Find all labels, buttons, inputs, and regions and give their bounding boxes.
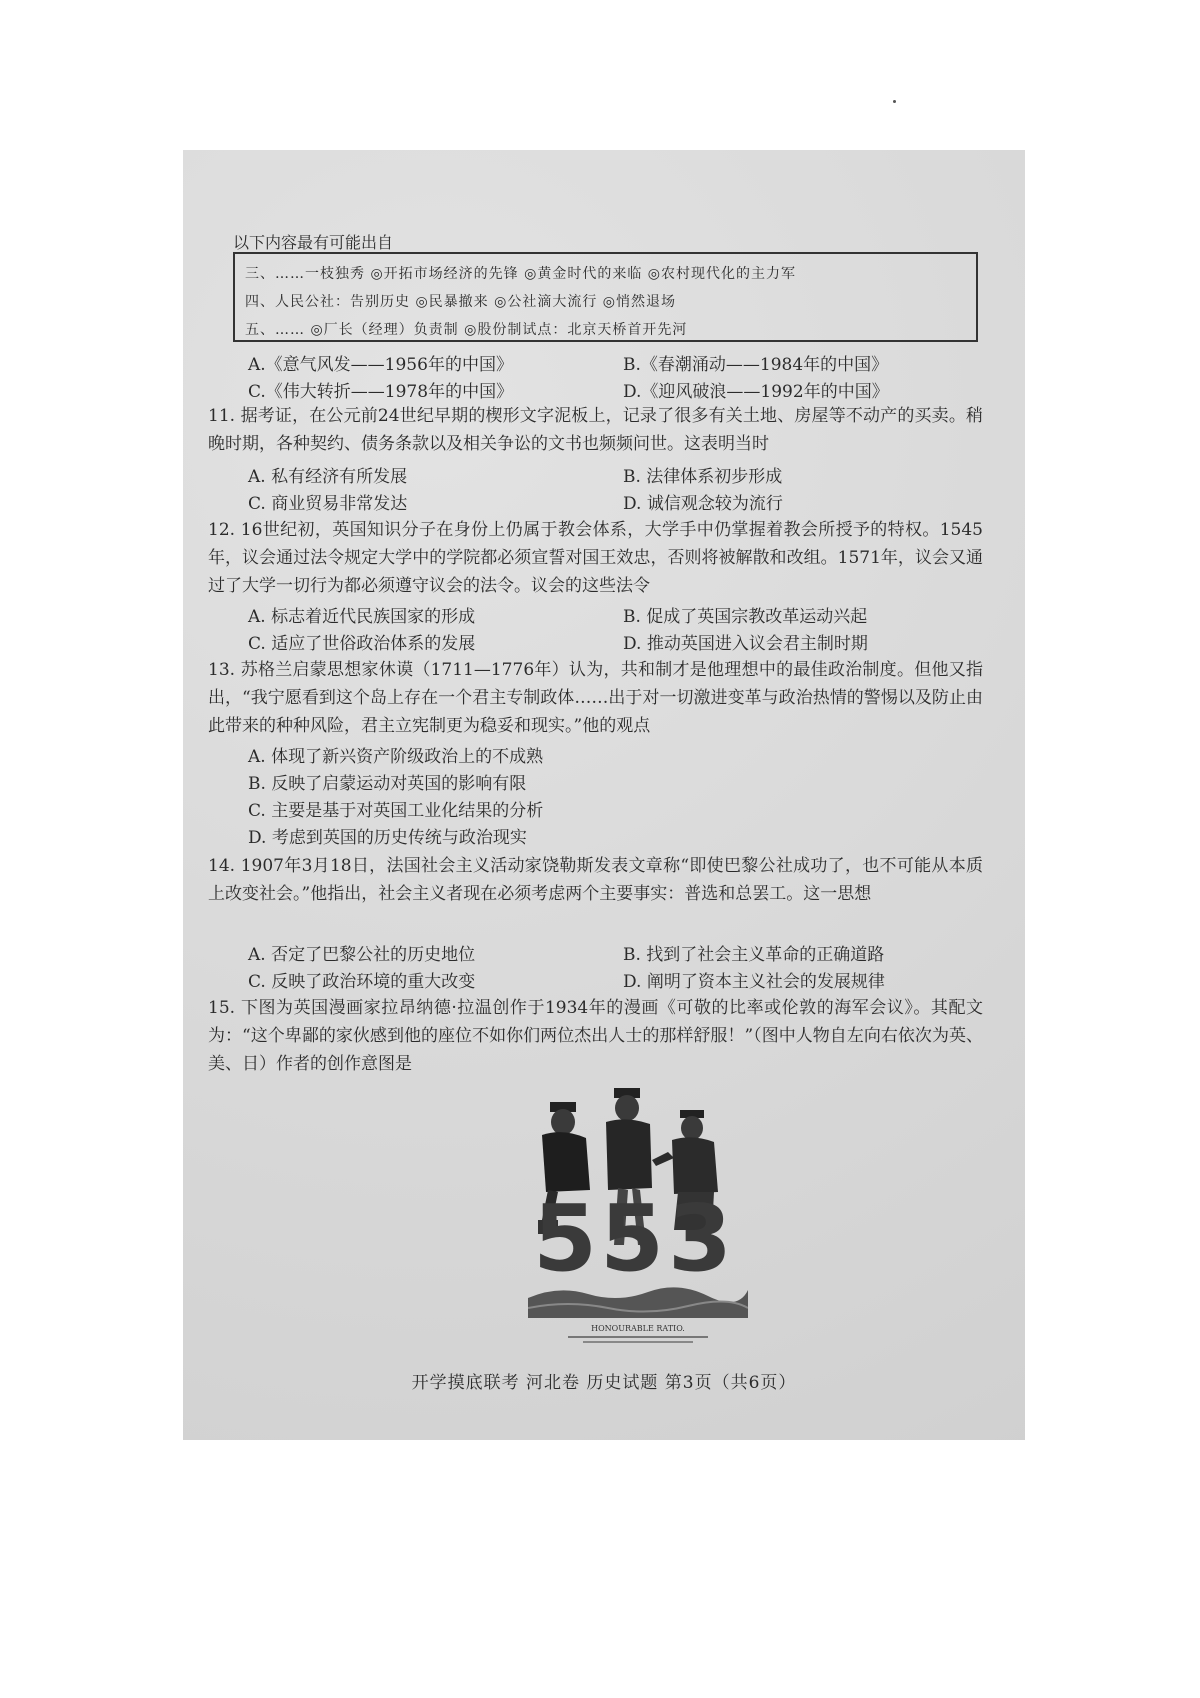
naval-conference-cartoon bbox=[528, 1080, 748, 1345]
outline-line-2: 四、人民公社：告别历史 ◎民暴撤来 ◎公社滴大流行 ◎悄然退场 bbox=[245, 294, 676, 310]
q10-option-d[interactable]: D.《迎风破浪——1992年的中国》 bbox=[623, 382, 889, 402]
q14-options-row-2 bbox=[248, 967, 988, 991]
q12-options-row-2 bbox=[248, 629, 988, 653]
q11-options-row-1 bbox=[248, 462, 988, 486]
q14-stem: 14. 1907年3月18日，法国社会主义活动家饶勒斯发表文章称“即使巴黎公社成功了，也不可能从本质上改变社会。”他指出，社会主义者现在必须考虑两个主要事实：普选和总罢工。这一思想 bbox=[208, 856, 983, 904]
cartoon-number-3-right: 3 bbox=[668, 1185, 733, 1292]
q10-option-b[interactable]: B.《春潮涌动——1984年的中国》 bbox=[623, 355, 889, 375]
q12-option-a[interactable]: A. 标志着近代民族国家的形成 bbox=[248, 607, 476, 627]
q11-option-a[interactable]: A. 私有经济有所发展 bbox=[248, 467, 408, 487]
q10-option-a[interactable]: A.《意气风发——1956年的中国》 bbox=[248, 355, 513, 375]
q12-option-c[interactable]: C. 适应了世俗政治体系的发展 bbox=[248, 634, 476, 654]
question-10-intro: 以下内容最有可能出自 bbox=[233, 233, 394, 252]
cartoon-number-5-left: 5 bbox=[533, 1185, 598, 1292]
q11-options-row-2 bbox=[248, 489, 988, 513]
q12-options-row-1 bbox=[248, 602, 988, 626]
q10-option-c[interactable]: C.《伟大转折——1978年的中国》 bbox=[248, 382, 514, 402]
q10-options-row-1 bbox=[248, 350, 988, 374]
exam-page bbox=[183, 150, 1025, 1440]
q13-option-b[interactable]: B. 反映了启蒙运动对英国的影响有限 bbox=[248, 774, 527, 794]
q14-option-d[interactable]: D. 阐明了资本主义社会的发展规律 bbox=[623, 972, 885, 992]
q13-option-d[interactable]: D. 考虑到英国的历史传统与政治现实 bbox=[248, 828, 527, 848]
outline-line-1: 三、……一枝独秀 ◎开拓市场经济的先锋 ◎黄金时代的来临 ◎农村现代化的主力军 bbox=[245, 266, 796, 282]
cartoon-number-5-middle: 5 bbox=[600, 1185, 665, 1292]
q13-option-c[interactable]: C. 主要是基于对英国工业化结果的分析 bbox=[248, 801, 544, 821]
q12-stem: 12. 16世纪初，英国知识分子在身份上仍属于教会体系，大学手中仍掌握着教会所授予的特权。1545年，议会通过法令规定大学中的学院都必须宣誓对国王效忠，否则将被解散和改组。1571年，议会又通过了大学一切行为都必须遵守议会的法令。议会的这些法令 bbox=[208, 520, 983, 596]
q13-option-a[interactable]: A. 体现了新兴资产阶级政治上的不成熟 bbox=[248, 747, 544, 767]
q14-option-c[interactable]: C. 反映了政治环境的重大改变 bbox=[248, 972, 476, 992]
q14-options-row-1 bbox=[248, 940, 988, 964]
q11-stem: 11. 据考证，在公元前24世纪早期的楔形文字泥板上，记录了很多有关土地、房屋等不动产的买卖。稍晚时期，各种契约、债务条款以及相关争讼的文书也频频问世。这表明当时 bbox=[208, 406, 983, 454]
q11-option-d[interactable]: D. 诚信观念较为流行 bbox=[623, 494, 783, 514]
q11-option-b[interactable]: B. 法律体系初步形成 bbox=[623, 467, 783, 487]
q14-option-a[interactable]: A. 否定了巴黎公社的历史地位 bbox=[248, 945, 476, 965]
q12-option-d[interactable]: D. 推动英国进入议会君主制时期 bbox=[623, 634, 868, 654]
cartoon-caption: HONOURABLE RATIO. bbox=[591, 1324, 685, 1333]
q14-option-b[interactable]: B. 找到了社会主义革命的正确道路 bbox=[623, 945, 885, 965]
outline-box bbox=[233, 252, 978, 342]
q12-option-b[interactable]: B. 促成了英国宗教改革运动兴起 bbox=[623, 607, 868, 627]
q11-option-c[interactable]: C. 商业贸易非常发达 bbox=[248, 494, 408, 514]
page-footer: 开学摸底联考 河北卷 历史试题 第3页（共6页） bbox=[411, 1373, 797, 1393]
q15-stem: 15. 下图为英国漫画家拉昂纳德·拉温创作于1934年的漫画《可敬的比率或伦敦的海军会议》。其配文为：“这个卑鄙的家伙感到他的座位不如你们两位杰出人士的那样舒服！”（图中人物自左向右依次为英、美、日）作者的创作意图是 bbox=[208, 998, 983, 1074]
q10-options-row-2 bbox=[248, 377, 988, 401]
speck-mark bbox=[893, 100, 896, 103]
outline-line-3: 五、…… ◎厂长（经理）负责制 ◎股份制试点：北京天桥首开先河 bbox=[245, 322, 688, 338]
q13-stem: 13. 苏格兰启蒙思想家休谟（1711—1776年）认为，共和制才是他理想中的最佳政治制度。但他又指出，“我宁愿看到这个岛上存在一个君主专制政体……出于对一切激进变革与政治热情的警惕以及防止由此带来的种种风险，君主立宪制更为稳妥和现实。”他的观点 bbox=[208, 660, 983, 736]
